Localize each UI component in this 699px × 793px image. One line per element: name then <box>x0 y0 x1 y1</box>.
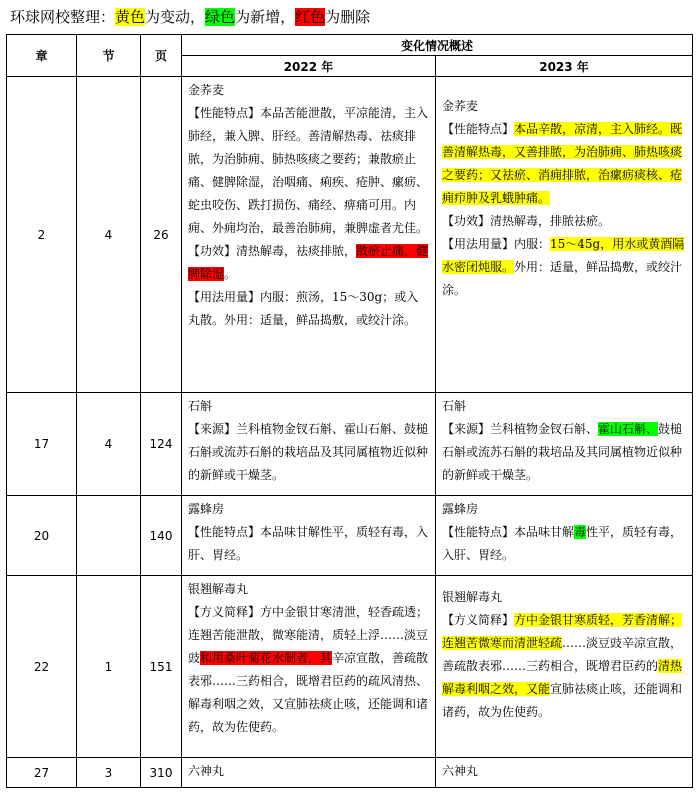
cell-section: 1 <box>77 576 141 758</box>
cell-2023 <box>436 393 693 496</box>
entry-text: 【用法用量】内服：煎汤，15～30g；或入丸散。外用：适量，鲜品捣敷，或绞汁涂。 <box>188 290 419 327</box>
table-row <box>7 758 693 788</box>
header-page: 页 <box>141 35 182 77</box>
cell-section <box>77 496 141 576</box>
legend-prefix: 环球网校整理： <box>10 8 116 26</box>
deleted-text: 散瘀止痛，健脾除湿 <box>188 244 429 281</box>
entry-name: 银翘解毒丸 <box>188 582 249 596</box>
cell-2023 <box>436 496 693 576</box>
cell-chapter: 22 <box>7 576 77 758</box>
legend-yellow: 黄色 <box>115 8 146 26</box>
entry-name: 露蜂房 <box>188 502 225 516</box>
cell-chapter: 2 <box>7 77 77 393</box>
changed-text: 清热解毒利咽之效，又能 <box>442 659 683 696</box>
changed-text: 本品辛散，凉清，主入肺经。既善清解热毒，又善排脓，为治肺痈、肺热咳痰之要药；又祛瘀、消痈排脓，治瘰疬痰核、疮痈疖肿及乳蛾肿痛。 <box>442 122 683 205</box>
header-year-2022: 2022 年 <box>182 56 436 77</box>
entry-name: 六神丸 <box>442 764 479 778</box>
header-row <box>7 35 693 56</box>
entry-text: 【性能特点】本品苦能泄散，平凉能清，主入肺经，兼入脾、肝经。善清解热毒、祛痰排脓，为治肺痈、肺热咳痰之要药；兼散瘀止痛、健脾除湿，治咽痛、痢疾、疮肿、瘰疬、蛇虫咬伤、跌打损伤、痛经、痹痛可用。内痈、外痈均治，最善治肺痈，兼脾虚者尤佳。 <box>188 106 429 235</box>
text-span: 。 <box>224 267 237 281</box>
cell-page: 151 <box>141 576 182 758</box>
legend-red: 红色 <box>295 8 326 26</box>
cell-2022 <box>182 576 436 758</box>
header-year-2023: 2023 年 <box>436 56 693 77</box>
entry-name: 石斛 <box>442 399 467 413</box>
text-span: 【方义简释】 <box>442 613 515 627</box>
entry-name: 露蜂房 <box>442 502 479 516</box>
entry-name: 银翘解毒丸 <box>442 590 503 604</box>
entry-name: 石斛 <box>188 399 213 413</box>
entry-text: 【来源】兰科植物金钗石斛、霍山石斛、鼓槌石斛或流苏石斛的栽培品及其同属植物近似种的新鲜或干燥茎。 <box>188 422 429 482</box>
entry-text <box>442 521 686 567</box>
text-span: 鼓槌石斛或流苏石斛的栽培品及其同属植物近似种的新鲜或干燥茎。 <box>442 422 683 482</box>
text-span: 【功效】清热解毒，祛痰排脓， <box>188 244 357 258</box>
cell-section: 4 <box>77 393 141 496</box>
legend-red-desc: 为删除 <box>325 8 371 26</box>
cell-2022 <box>182 758 436 788</box>
cell-2023 <box>436 576 693 758</box>
cell-section: 4 <box>77 77 141 393</box>
text-span: 宣肺祛痰止咳，还能调和诸药，故为佐使药。 <box>442 682 683 719</box>
cell-page: 26 <box>141 77 182 393</box>
legend-yellow-desc: 为变动， <box>145 8 206 26</box>
text-span: 辛凉宣散，善疏散表邪……三药相合，既增君臣药的疏风清热、解毒利咽之效，又宣肺祛痰止咳，还能调和诸药，故为佐使药。 <box>188 651 429 734</box>
changed-text: 方中金银甘寒质轻，芳香清解；连翘苦微寒而清泄轻疏 <box>442 613 683 650</box>
changed-text: 15～45g，用水或黄酒隔水密闭炖服。 <box>442 237 685 274</box>
deleted-text: 和用桑叶菊花水制者，其 <box>200 651 333 665</box>
header-chapter: 章 <box>7 35 77 77</box>
entry-name: 六神丸 <box>188 764 225 778</box>
header-section: 节 <box>77 35 141 77</box>
table-row <box>7 77 693 393</box>
text-span: 【性能特点】 <box>442 122 515 136</box>
cell-2022 <box>182 393 436 496</box>
entry-name: 金荞麦 <box>188 83 225 97</box>
entry-text: 【性能特点】本品味甘解性平，质轻有毒，入肝、胃经。 <box>188 525 429 562</box>
text-span: ……淡豆豉辛凉宣散，善疏散表邪……三药相合，既增君臣药的 <box>442 636 683 673</box>
cell-2023 <box>436 77 693 393</box>
text-span: 性平，质轻有毒，入肝、胃经。 <box>442 525 683 562</box>
added-text: 毒 <box>574 525 587 539</box>
entry-text <box>188 601 429 739</box>
cell-page: 310 <box>141 758 182 788</box>
text-span: 【性能特点】本品味甘解 <box>442 525 575 539</box>
cell-chapter: 27 <box>7 758 77 788</box>
entry-text <box>442 609 686 724</box>
cell-section: 3 <box>77 758 141 788</box>
entry-text <box>442 118 686 210</box>
comparison-table <box>6 34 693 788</box>
cell-page: 124 <box>141 393 182 496</box>
text-span: 外用：适量，鲜品捣敷，或绞汁涂。 <box>442 260 683 297</box>
cell-chapter: 20 <box>7 496 77 576</box>
cell-2022 <box>182 77 436 393</box>
header-change-overview: 变化情况概述 <box>182 35 693 56</box>
table-row <box>7 393 693 496</box>
text-span: 【来源】兰科植物金钗石斛、 <box>442 422 599 436</box>
cell-chapter: 17 <box>7 393 77 496</box>
added-text: 霍山石斛、 <box>598 422 659 436</box>
cell-2022 <box>182 496 436 576</box>
entry-text <box>442 233 686 302</box>
legend-green: 绿色 <box>205 8 236 26</box>
text-span: 【方义简释】方中金银甘寒清泄，轻香疏透；连翘苦能泄散，微寒能清，质轻上浮……淡豆豉 <box>188 605 429 665</box>
table-row <box>7 576 693 758</box>
entry-text <box>442 418 686 487</box>
cell-page: 140 <box>141 496 182 576</box>
table-row <box>7 496 693 576</box>
legend-green-desc: 为新增， <box>235 8 296 26</box>
entry-name: 金荞麦 <box>442 99 479 113</box>
entry-text <box>188 240 429 286</box>
text-span: 【用法用量】内服： <box>442 237 551 251</box>
cell-2023 <box>436 758 693 788</box>
entry-text: 【功效】清热解毒，排脓祛瘀。 <box>442 214 611 228</box>
legend <box>10 6 370 28</box>
